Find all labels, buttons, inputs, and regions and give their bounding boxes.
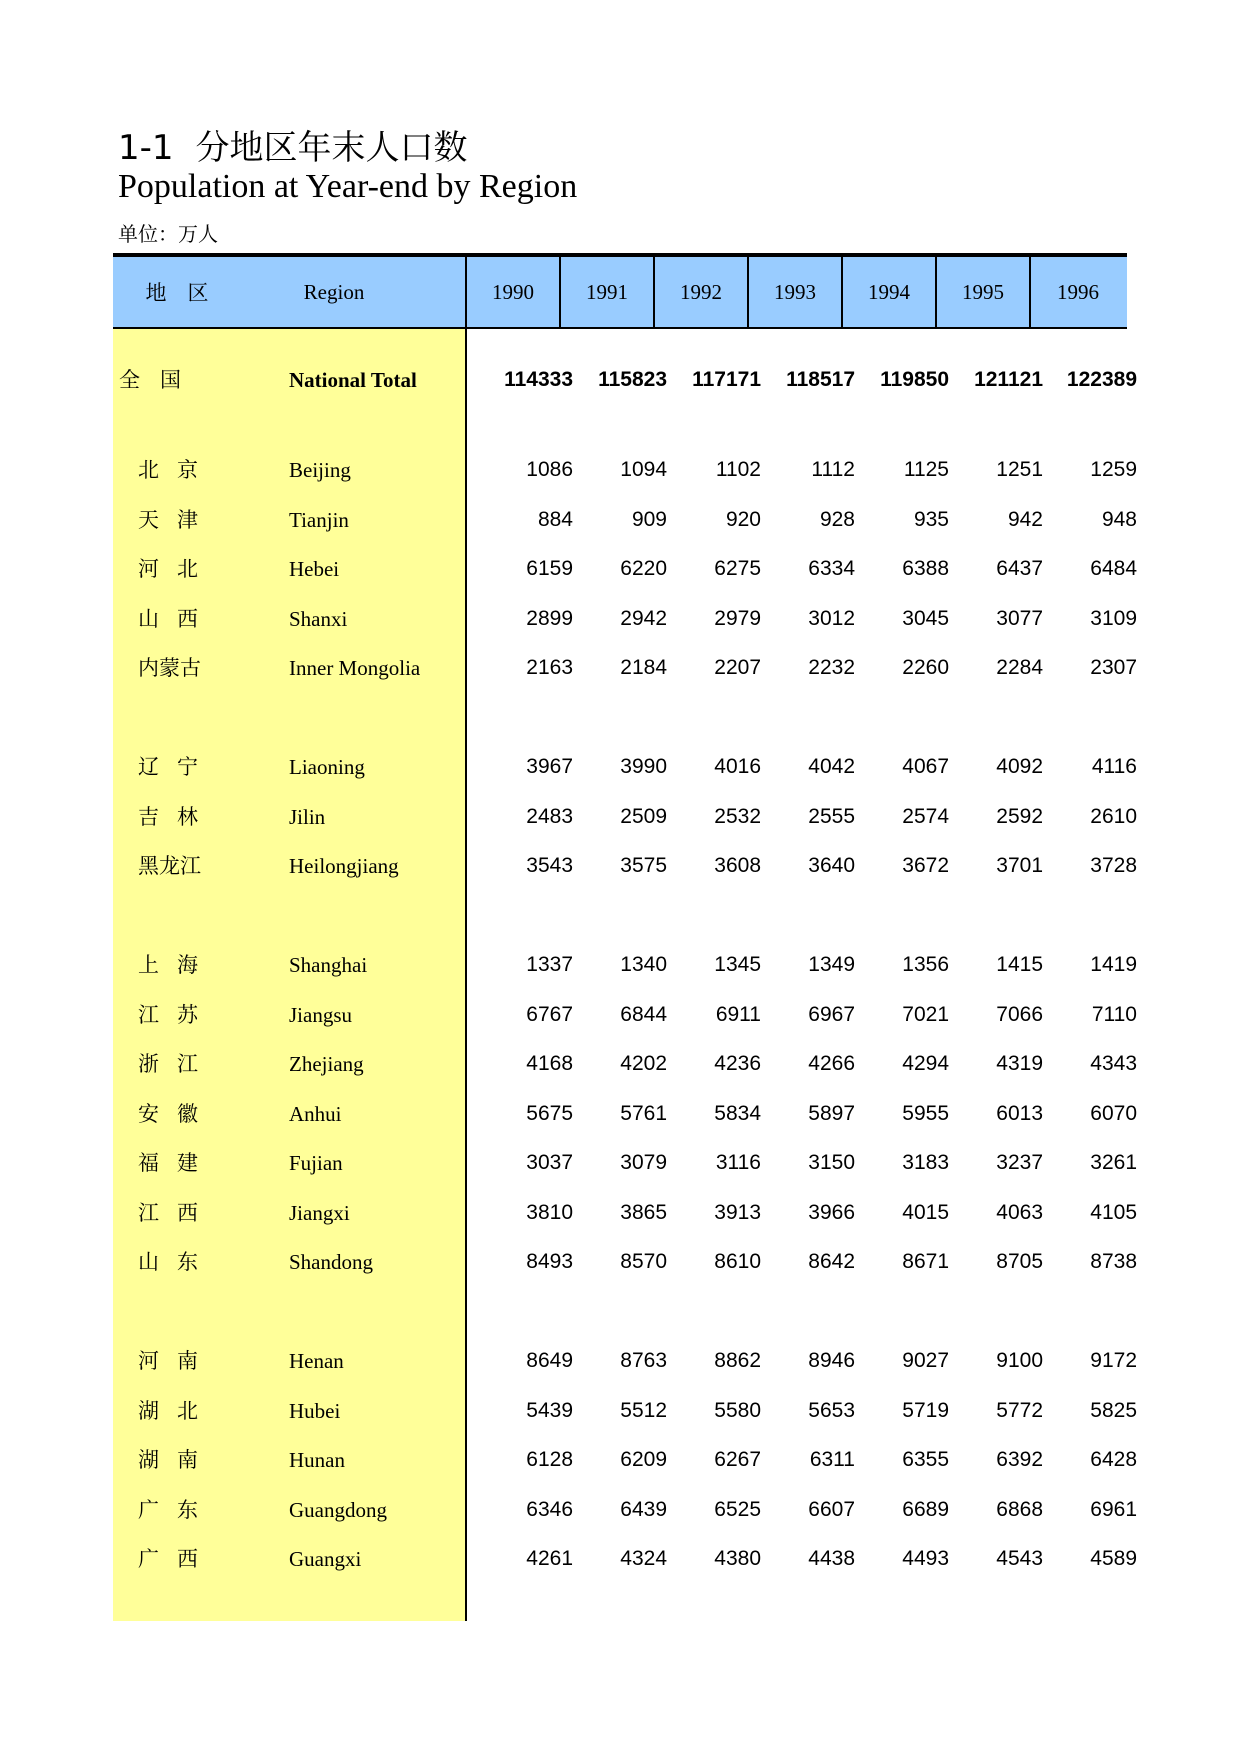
population-value: 1086: [526, 458, 573, 481]
population-value: 948: [1101, 508, 1137, 531]
region-row: [113, 643, 1137, 693]
population-value: 2555: [808, 805, 855, 828]
region-name-en: Tianjin: [289, 508, 349, 532]
population-value: 121121: [974, 368, 1043, 391]
population-value: 8763: [620, 1349, 667, 1372]
region-row: [113, 1039, 1137, 1089]
table-header: [113, 257, 1127, 327]
population-value: 8570: [620, 1250, 667, 1273]
population-value: 9100: [996, 1349, 1043, 1372]
region-row: [113, 1435, 1137, 1485]
population-value: 4438: [808, 1547, 855, 1570]
population-value: 8671: [902, 1250, 949, 1273]
population-value: 1251: [996, 458, 1043, 481]
header-region-en: Region: [303, 279, 365, 304]
population-value: 3077: [996, 607, 1043, 630]
population-value: 935: [913, 508, 949, 531]
population-value: 5772: [996, 1399, 1043, 1422]
population-value: 6437: [996, 557, 1043, 580]
population-value: 3672: [902, 854, 949, 877]
population-value: 3037: [526, 1151, 573, 1174]
population-value: 3543: [526, 854, 573, 877]
population-value: 4063: [996, 1201, 1043, 1224]
population-value: 4042: [808, 755, 855, 778]
population-value: 2163: [526, 656, 573, 679]
population-value: 8862: [714, 1349, 761, 1372]
population-value: 5719: [902, 1399, 949, 1422]
population-value: 1112: [811, 458, 855, 481]
region-name-en: Shanghai: [289, 953, 368, 977]
region-name-cn: 广西: [138, 1547, 216, 1571]
population-value: 4067: [902, 755, 949, 778]
population-value: 6159: [526, 557, 573, 580]
population-value: 2509: [620, 805, 667, 828]
region-row: [113, 1089, 1137, 1139]
population-value: 6013: [996, 1102, 1043, 1125]
population-value: 6220: [620, 557, 667, 580]
header-year-1994: 1994: [868, 279, 910, 304]
population-value: 4236: [714, 1052, 761, 1075]
header-region-cn: 地 区: [145, 281, 209, 305]
population-value: 6868: [996, 1498, 1043, 1521]
population-value: 2592: [996, 805, 1043, 828]
region-name-cn: 内蒙古: [138, 656, 201, 680]
population-value: 6689: [902, 1498, 949, 1521]
region-name-cn: 山东: [138, 1250, 216, 1274]
population-value: 4168: [526, 1052, 573, 1075]
unit-label: 单位：万人: [118, 222, 218, 246]
population-value: 1349: [808, 953, 855, 976]
region-name-en: Anhui: [289, 1102, 342, 1126]
population-value: 1337: [526, 953, 573, 976]
population-value: 4493: [902, 1547, 949, 1570]
population-value: 5955: [902, 1102, 949, 1125]
population-value: 6267: [714, 1448, 761, 1471]
population-value: 5897: [808, 1102, 855, 1125]
population-value: 4319: [996, 1052, 1043, 1075]
population-value: 9172: [1090, 1349, 1137, 1372]
population-value: 909: [631, 508, 667, 531]
population-value: 4261: [526, 1547, 573, 1570]
population-value: 3865: [620, 1201, 667, 1224]
population-value: 2184: [620, 656, 667, 679]
region-name-en: Inner Mongolia: [289, 656, 421, 680]
population-value: 117171: [692, 368, 761, 391]
header-year-1996: 1996: [1057, 279, 1099, 304]
region-row: [113, 792, 1137, 842]
population-value: 1419: [1090, 953, 1137, 976]
population-value: 1125: [903, 458, 949, 481]
population-value: 3966: [808, 1201, 855, 1224]
population-value: 2610: [1090, 805, 1137, 828]
population-value: 4294: [902, 1052, 949, 1075]
region-name-cn: 浙江: [138, 1052, 216, 1076]
region-row: [113, 1386, 1137, 1436]
population-value: 6209: [620, 1448, 667, 1471]
population-value: 6525: [714, 1498, 761, 1521]
table-number: 1-1: [118, 128, 174, 168]
population-value: 3109: [1090, 607, 1137, 630]
population-value: 3079: [620, 1151, 667, 1174]
population-value: 6346: [526, 1498, 573, 1521]
population-value: 928: [819, 508, 855, 531]
region-name-cn: 福建: [138, 1151, 216, 1175]
region-row: [113, 841, 1137, 891]
region-row: [113, 1237, 1137, 1287]
region-row: [113, 495, 1137, 545]
population-value: 2483: [526, 805, 573, 828]
region-name-cn: 广东: [138, 1498, 216, 1522]
population-value: 6311: [809, 1448, 855, 1471]
population-value: 942: [1007, 508, 1043, 531]
region-name-en: Heilongjiang: [289, 854, 399, 878]
population-value: 9027: [902, 1349, 949, 1372]
population-value: 2260: [902, 656, 949, 679]
region-name-cn: 河北: [138, 557, 216, 581]
population-value: 4092: [996, 755, 1043, 778]
population-value: 4543: [996, 1547, 1043, 1570]
population-value: 8738: [1090, 1250, 1137, 1273]
population-value: 4343: [1090, 1052, 1137, 1075]
region-row: [113, 1534, 1137, 1584]
region-name-en: Zhejiang: [289, 1052, 364, 1076]
population-value: 1259: [1090, 458, 1137, 481]
population-value: 6334: [808, 557, 855, 580]
population-value: 4015: [902, 1201, 949, 1224]
header-year-1990: 1990: [492, 279, 534, 304]
table-title-english: Population at Year-end by Region: [118, 168, 578, 205]
header-year-1991: 1991: [586, 279, 628, 304]
population-value: 1094: [620, 458, 667, 481]
region-row: [113, 1485, 1137, 1535]
population-value: 8493: [526, 1250, 573, 1273]
population-value: 6392: [996, 1448, 1043, 1471]
population-value: 8705: [996, 1250, 1043, 1273]
region-name-cn: 辽宁: [138, 755, 216, 779]
region-name-cn: 安徽: [138, 1102, 216, 1126]
population-value: 3116: [715, 1151, 761, 1174]
population-value: 6767: [526, 1003, 573, 1026]
region-row: [113, 445, 1137, 495]
region-name-en: Jiangsu: [289, 1003, 352, 1027]
region-name-cn: 上海: [138, 953, 216, 977]
population-value: 6484: [1090, 557, 1137, 580]
population-value: 8610: [714, 1250, 761, 1273]
population-value: 2307: [1090, 656, 1137, 679]
population-value: 3967: [526, 755, 573, 778]
population-value: 7021: [902, 1003, 949, 1026]
population-value: 6275: [714, 557, 761, 580]
population-value: 4016: [714, 755, 761, 778]
region-name-en: Guangxi: [289, 1547, 362, 1571]
population-value: 1415: [996, 953, 1043, 976]
region-name-cn: 山西: [138, 607, 216, 631]
region-name-cn: 湖南: [138, 1448, 216, 1472]
region-name-en: Jilin: [289, 805, 326, 829]
population-value: 114333: [504, 368, 573, 391]
population-value: 6961: [1090, 1498, 1137, 1521]
population-value: 6607: [808, 1498, 855, 1521]
population-value: 6128: [526, 1448, 573, 1471]
region-row: [113, 544, 1137, 594]
population-value: 6844: [620, 1003, 667, 1026]
population-value: 122389: [1066, 368, 1137, 391]
population-value: 2232: [808, 656, 855, 679]
region-name-cn: 黑龙江: [138, 854, 201, 878]
population-value: 5675: [526, 1102, 573, 1125]
population-value: 4116: [1091, 755, 1137, 778]
population-value: 3045: [902, 607, 949, 630]
population-value: 118517: [786, 368, 855, 391]
population-value: 6439: [620, 1498, 667, 1521]
region-row: [113, 1188, 1137, 1238]
population-value: 3012: [808, 607, 855, 630]
population-value: 3150: [808, 1151, 855, 1174]
population-value: 6967: [808, 1003, 855, 1026]
population-value: 3608: [714, 854, 761, 877]
region-name-en: Henan: [289, 1349, 344, 1373]
population-value: 3728: [1090, 854, 1137, 877]
population-value: 6388: [902, 557, 949, 580]
header-year-1992: 1992: [680, 279, 722, 304]
population-value: 3261: [1090, 1151, 1137, 1174]
population-value: 6355: [902, 1448, 949, 1471]
population-value: 5580: [714, 1399, 761, 1422]
population-value: 6428: [1090, 1448, 1137, 1471]
population-value: 2979: [714, 607, 761, 630]
region-name-en: Fujian: [289, 1151, 343, 1175]
region-name-en: Liaoning: [289, 755, 365, 779]
population-value: 4266: [808, 1052, 855, 1075]
population-value: 5653: [808, 1399, 855, 1422]
population-value: 5512: [620, 1399, 667, 1422]
region-name-cn: 全国: [119, 368, 201, 392]
region-row: [113, 742, 1137, 792]
population-value: 3990: [620, 755, 667, 778]
region-row: [113, 990, 1137, 1040]
region-name-en: Shanxi: [289, 607, 348, 631]
region-name-en: Hubei: [289, 1399, 341, 1423]
population-value: 7066: [996, 1003, 1043, 1026]
population-value: 2942: [620, 607, 667, 630]
region-row: [113, 1138, 1137, 1188]
population-value: 4202: [620, 1052, 667, 1075]
population-value: 3575: [620, 854, 667, 877]
region-name-cn: 湖北: [138, 1399, 216, 1423]
population-value: 884: [537, 508, 573, 531]
population-value: 2207: [714, 656, 761, 679]
population-value: 920: [725, 508, 761, 531]
population-value: 4589: [1090, 1547, 1137, 1570]
region-row: [113, 940, 1137, 990]
region-name-cn: 天津: [138, 508, 216, 532]
region-name-en: Shandong: [289, 1250, 373, 1274]
population-value: 115823: [598, 368, 667, 391]
population-value: 8642: [808, 1250, 855, 1273]
region-name-en: Hebei: [289, 557, 340, 581]
table-title-chinese: [118, 120, 468, 169]
population-value: 2899: [526, 607, 573, 630]
region-name-en: Jiangxi: [289, 1201, 350, 1225]
population-value: 4105: [1090, 1201, 1137, 1224]
population-value: 2574: [902, 805, 949, 828]
population-value: 6911: [715, 1003, 761, 1026]
region-name-en: Hunan: [289, 1448, 345, 1472]
population-value: 1356: [902, 953, 949, 976]
population-value: 3810: [526, 1201, 573, 1224]
population-value: 5825: [1090, 1399, 1137, 1422]
population-value: 3701: [996, 854, 1043, 877]
header-year-1993: 1993: [774, 279, 816, 304]
region-row: [113, 594, 1137, 644]
region-name-cn: 江西: [138, 1201, 216, 1225]
population-value: 1340: [620, 953, 667, 976]
population-value: 1345: [714, 953, 761, 976]
population-value: 5439: [526, 1399, 573, 1422]
population-value: 119850: [880, 368, 949, 391]
population-value: 5834: [714, 1102, 761, 1125]
population-value: 3183: [902, 1151, 949, 1174]
population-value: 5761: [620, 1102, 667, 1125]
population-value: 4324: [620, 1547, 667, 1570]
population-value: 6070: [1090, 1102, 1137, 1125]
population-value: 3237: [996, 1151, 1043, 1174]
region-name-cn: 吉林: [138, 805, 216, 829]
region-name-en: Beijing: [289, 458, 351, 482]
population-value: 2532: [714, 805, 761, 828]
header-year-1995: 1995: [962, 279, 1004, 304]
region-name-en: Guangdong: [289, 1498, 387, 1522]
population-value: 8649: [526, 1349, 573, 1372]
population-value: 3913: [714, 1201, 761, 1224]
national-total-row: [113, 355, 1137, 405]
region-name-cn: 北京: [138, 458, 216, 482]
population-value: 2284: [996, 656, 1043, 679]
region-name-cn: 河南: [138, 1349, 216, 1373]
region-name-en: National Total: [289, 368, 417, 392]
region-row: [113, 1336, 1137, 1386]
population-value: 4380: [714, 1547, 761, 1570]
population-value: 3640: [808, 854, 855, 877]
population-value: 1102: [715, 458, 761, 481]
title-chinese-text: 分地区年末人口数: [195, 128, 468, 168]
population-value: 8946: [808, 1349, 855, 1372]
region-name-cn: 江苏: [138, 1003, 216, 1027]
population-value: 7110: [1091, 1003, 1137, 1026]
